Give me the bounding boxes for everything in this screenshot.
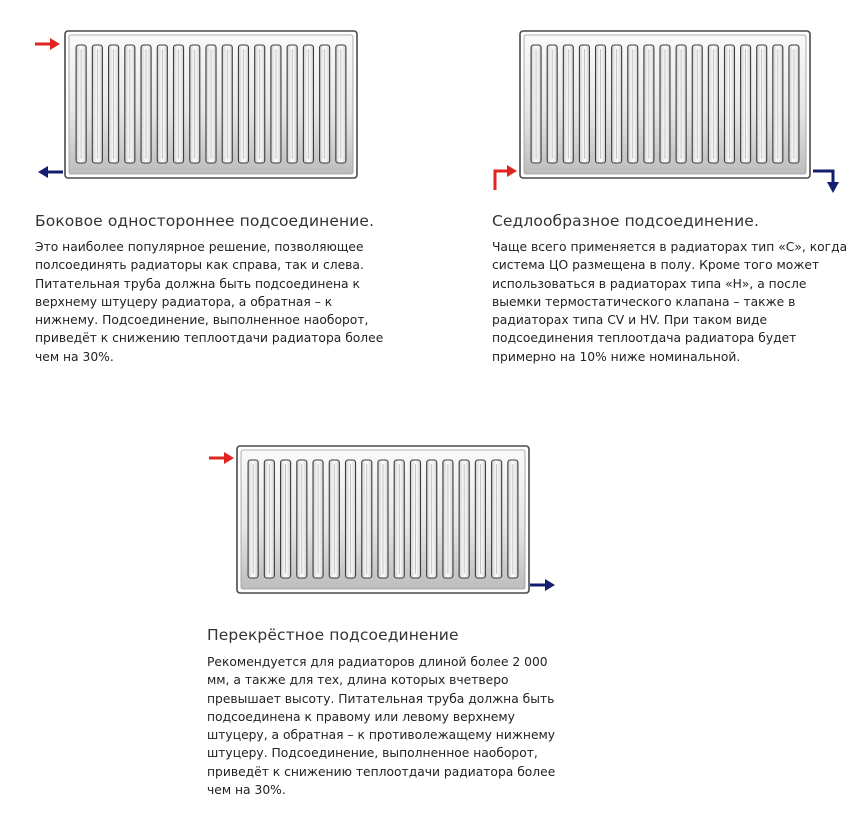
description-line: чем на 30%. <box>35 349 114 364</box>
radiator-diagram <box>519 30 811 179</box>
description-line: превышает высоту. Питательная труба должна быть <box>207 691 555 706</box>
description-line: радиаторах типа CV и HV. При таком виде <box>492 313 768 328</box>
section-description <box>492 238 847 366</box>
return-arrow-right-icon <box>530 577 556 593</box>
description-line: чем на 30%. <box>207 783 286 798</box>
return-arrow-left-icon <box>37 164 63 180</box>
return-arrow-right-down-icon <box>813 168 841 194</box>
description-line: штуцеру. Подсоединение, выполненное наоборот, <box>207 746 538 761</box>
description-line: Питательная труба должна быть подсоединена к <box>35 276 360 291</box>
description-line: Чаще всего применяется в радиаторах тип «С», когда <box>492 240 848 254</box>
description-line: подсоединения теплоотдача радиатора будет <box>492 331 797 346</box>
description-line: выемки термостатического клапана – также в <box>492 294 796 309</box>
description-line: система ЦО размещена в полу. Кроме того может <box>492 258 820 273</box>
description-line: подсоединена к правому или левому верхнему <box>207 709 515 724</box>
description-line: нижнему. Подсоединение, выполненное наоборот, <box>35 313 369 328</box>
description-line: штуцеру, а обратная – к противолежащему нижнему <box>207 728 556 743</box>
section-title: Боковое одностороннее подсоединение. <box>35 212 375 230</box>
description-line: полсоединять радиаторы как справа, так и слева. <box>35 258 364 273</box>
section-title: Седлообразное подсоединение. <box>492 212 759 230</box>
description-line: приведёт к снижению теплоотдачи радиатора более <box>35 331 384 346</box>
section-title: Перекрёстное подсоединение <box>207 626 459 644</box>
description-line: верхнему штуцеру радиатора, а обратная – к <box>35 294 333 309</box>
supply-arrow-right-icon <box>209 450 235 466</box>
description-line: Рекомендуется для радиаторов длиной более 2 000 <box>207 655 548 669</box>
description-line: Это наиболее популярное решение, позволяющее <box>35 240 364 254</box>
supply-arrow-up-right-icon <box>492 162 518 190</box>
description-line: приведёт к снижению теплоотдачи радиатора более <box>207 764 556 779</box>
radiator-diagram <box>64 30 358 179</box>
section-description <box>207 653 555 799</box>
description-line: использоваться в радиаторах типа «H», а после <box>492 276 807 291</box>
section-description <box>35 238 383 366</box>
description-line: примерно на 10% ниже номинальной. <box>492 349 741 364</box>
radiator-diagram <box>236 445 530 594</box>
supply-arrow-right-icon <box>35 36 61 52</box>
description-line: мм, а также для тех, длина которых вчетверо <box>207 673 509 688</box>
